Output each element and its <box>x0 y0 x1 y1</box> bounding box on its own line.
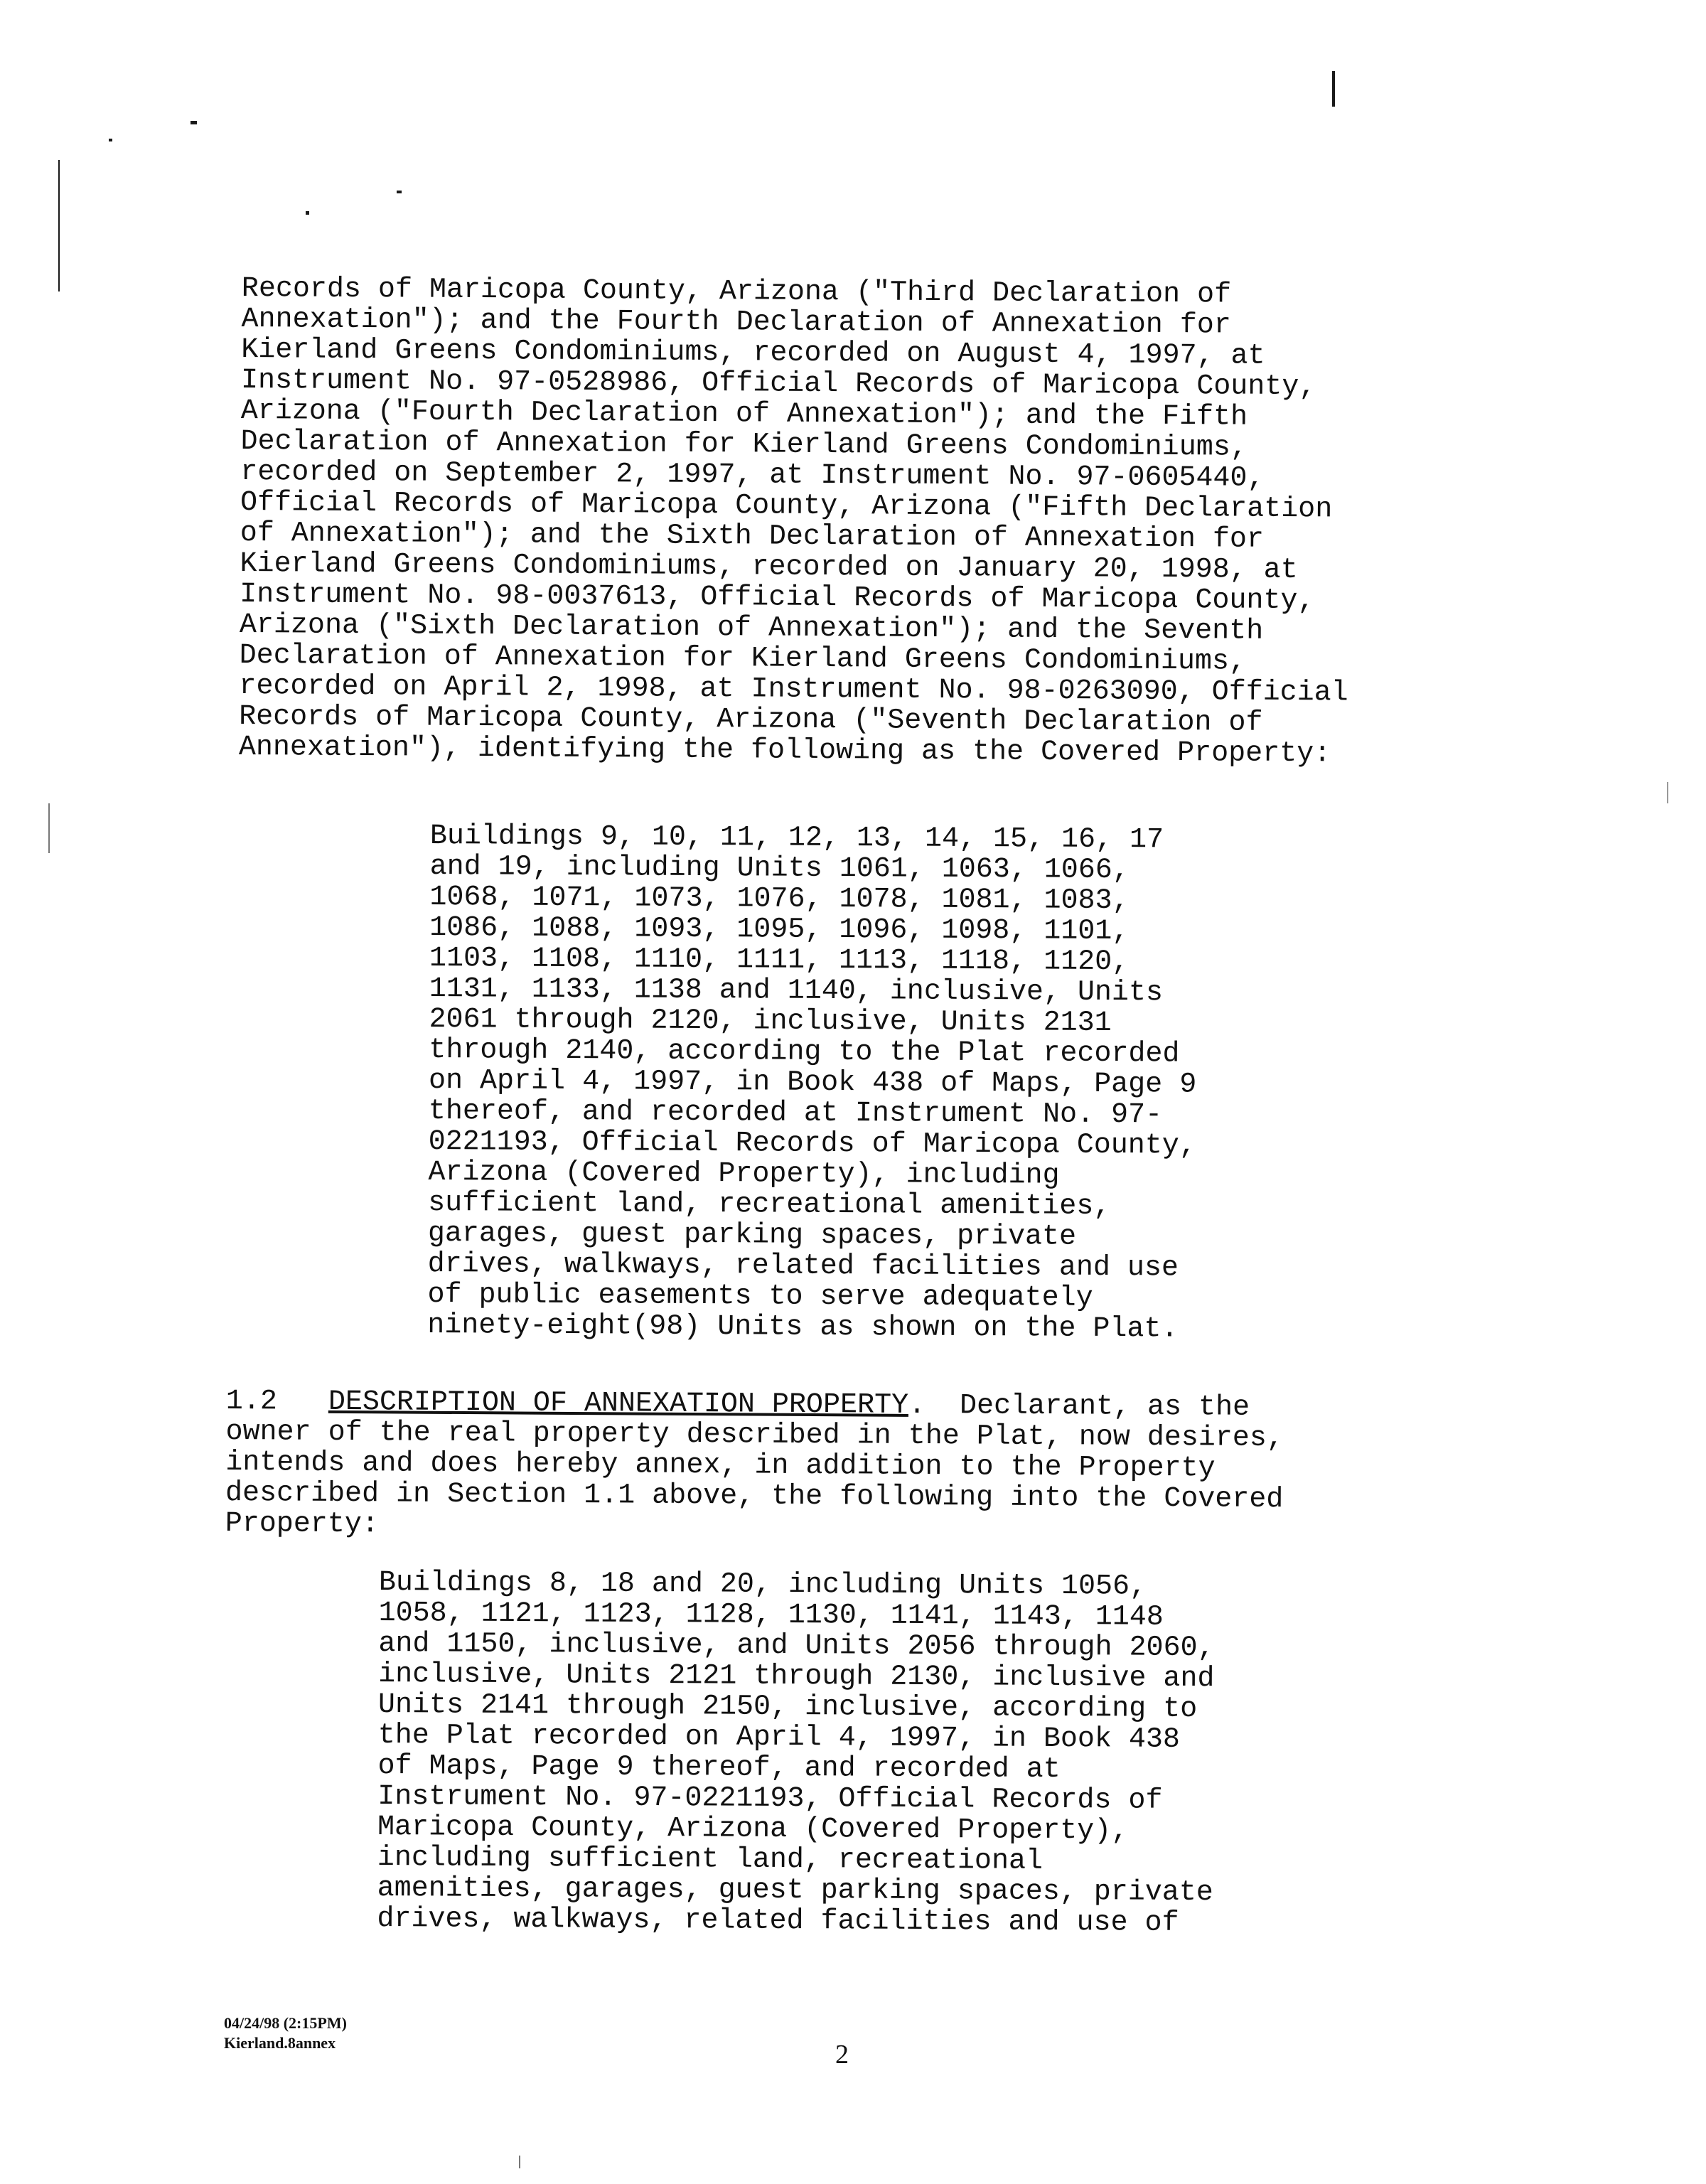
scan-speck <box>306 211 309 215</box>
text-line: Instrument No. 97-0528986, Official Records of Maricopa County, <box>240 364 1316 404</box>
section-heading-rest: . Declarant, as the <box>908 1389 1250 1424</box>
text-line: thereof, and recorded at Instrument No. 97- <box>428 1095 1163 1132</box>
text-line: 1086, 1088, 1093, 1095, 1096, 1098, 1101, <box>429 911 1130 948</box>
text-line: of Maps, Page 9 thereof, and recorded at <box>377 1750 1061 1787</box>
text-line: Units 2141 through 2150, inclusive, according to <box>377 1688 1198 1726</box>
section-spacer <box>277 1386 328 1418</box>
scan-mark-left-mid <box>48 803 50 853</box>
text-line: recorded on September 2, 1997, at Instrument No. 97-0605440, <box>240 456 1265 495</box>
text-line: described in Section 1.1 above, the following into the Covered <box>225 1477 1284 1516</box>
text-line: Instrument No. 98-0037613, Official Records of Maricopa County, <box>240 578 1315 618</box>
text-line: Maricopa County, Arizona (Covered Property), <box>377 1811 1129 1848</box>
text-line: Arizona (Covered Property), including <box>428 1156 1060 1192</box>
text-line: 1131, 1133, 1138 and 1140, inclusive, Units <box>429 973 1164 1010</box>
text-line: on April 4, 1997, in Book 438 of Maps, Page 9 <box>428 1064 1197 1101</box>
text-line: Records of Maricopa County, Arizona ("Third Declaration of <box>241 273 1232 311</box>
scan-mark-top-right <box>1332 71 1335 107</box>
text-line: 2061 through 2120, inclusive, Units 2131 <box>429 1003 1112 1040</box>
text-line: through 2140, according to the Plat recorded <box>429 1034 1180 1071</box>
annexation-property-description <box>377 1568 1215 1939</box>
intro-paragraph <box>239 274 1351 770</box>
text-line: Buildings 9, 10, 11, 12, 13, 14, 15, 16, 17 <box>429 820 1164 857</box>
text-line: the Plat recorded on April 4, 1997, in Book 438 <box>377 1719 1181 1756</box>
text-line: of Annexation"); and the Sixth Declaration of Annexation for <box>240 517 1265 556</box>
text-line: amenities, garages, guest parking spaces, private <box>377 1872 1213 1910</box>
section-heading: DESCRIPTION OF ANNEXATION PROPERTY <box>328 1386 909 1422</box>
text-line: 1068, 1071, 1073, 1076, 1078, 1081, 1083, <box>429 881 1130 918</box>
scan-speck <box>191 121 197 124</box>
text-line: sufficient land, recreational amenities, <box>428 1187 1111 1224</box>
covered-property-description <box>427 821 1198 1345</box>
scan-speck <box>109 139 112 141</box>
text-line: intends and does hereby annex, in addition to the Property <box>225 1446 1216 1485</box>
text-line: and 19, including Units 1061, 1063, 1066, <box>429 850 1130 887</box>
text-line: Instrument No. 97-0221193, Official Records of <box>377 1780 1163 1817</box>
scan-mark-bottom <box>519 2156 520 2168</box>
text-line: recorded on April 2, 1998, at Instrument No. 98-0263090, Official <box>239 670 1348 710</box>
text-line: Property: <box>225 1507 379 1541</box>
text-line: 1103, 1108, 1110, 1111, 1113, 1118, 1120, <box>429 942 1130 979</box>
footer-filename: Kierland.8annex <box>224 2034 336 2052</box>
text-line: Kierland Greens Condominiums, recorded on January 20, 1998, at <box>240 547 1298 587</box>
text-line: ninety-eight(98) Units as shown on the Plat. <box>427 1309 1179 1346</box>
text-line: drives, walkways, related facilities and use <box>427 1248 1179 1285</box>
text-line: 0221193, Official Records of Maricopa County, <box>428 1125 1196 1162</box>
scan-mark-right-mid <box>1667 782 1668 803</box>
text-line: drives, walkways, related facilities and use of <box>377 1902 1179 1939</box>
text-line: Arizona ("Sixth Declaration of Annexation"); and the Seventh <box>239 609 1264 648</box>
text-line: Annexation"); and the Fourth Declaration of Annexation for <box>241 303 1231 342</box>
text-line: including sufficient land, recreational <box>377 1841 1044 1878</box>
page-number: 2 <box>835 2040 849 2070</box>
section-number: 1.2 <box>225 1386 278 1418</box>
text-line: Kierland Greens Condominiums, recorded on August 4, 1997, at <box>241 333 1265 373</box>
text-line: Annexation"), identifying the following as the Covered Property: <box>238 731 1331 771</box>
text-line: of public easements to serve adequately <box>427 1278 1093 1315</box>
text-line: Buildings 8, 18 and 20, including Units 1056, <box>378 1567 1147 1603</box>
text-line: Declaration of Annexation for Kierland Greens Condominiums, <box>240 425 1248 464</box>
scan-speck <box>397 191 402 193</box>
footer-file-info <box>224 2013 347 2053</box>
scan-mark-left-edge <box>58 160 60 291</box>
section-1-2-paragraph <box>225 1386 1284 1546</box>
text-line: garages, guest parking spaces, private <box>427 1217 1077 1253</box>
text-line: 1058, 1121, 1123, 1128, 1130, 1141, 1143, 1148 <box>378 1597 1164 1634</box>
text-line: owner of the real property described in the Plat, now desires, <box>225 1415 1284 1455</box>
text-line: Official Records of Maricopa County, Arizona ("Fifth Declaration <box>240 486 1333 526</box>
section-1-2-body <box>225 1417 1284 1546</box>
text-line: inclusive, Units 2121 through 2130, inclusive and <box>378 1658 1215 1696</box>
text-line: Records of Maricopa County, Arizona ("Seventh Declaration of <box>239 700 1263 739</box>
text-line: and 1150, inclusive, and Units 2056 through 2060, <box>378 1627 1215 1665</box>
footer-date: 04/24/98 (2:15PM) <box>224 2014 347 2032</box>
text-line: Declaration of Annexation for Kierland Greens Condominiums, <box>239 639 1247 678</box>
text-line: Arizona ("Fourth Declaration of Annexation"); and the Fifth <box>240 395 1248 434</box>
